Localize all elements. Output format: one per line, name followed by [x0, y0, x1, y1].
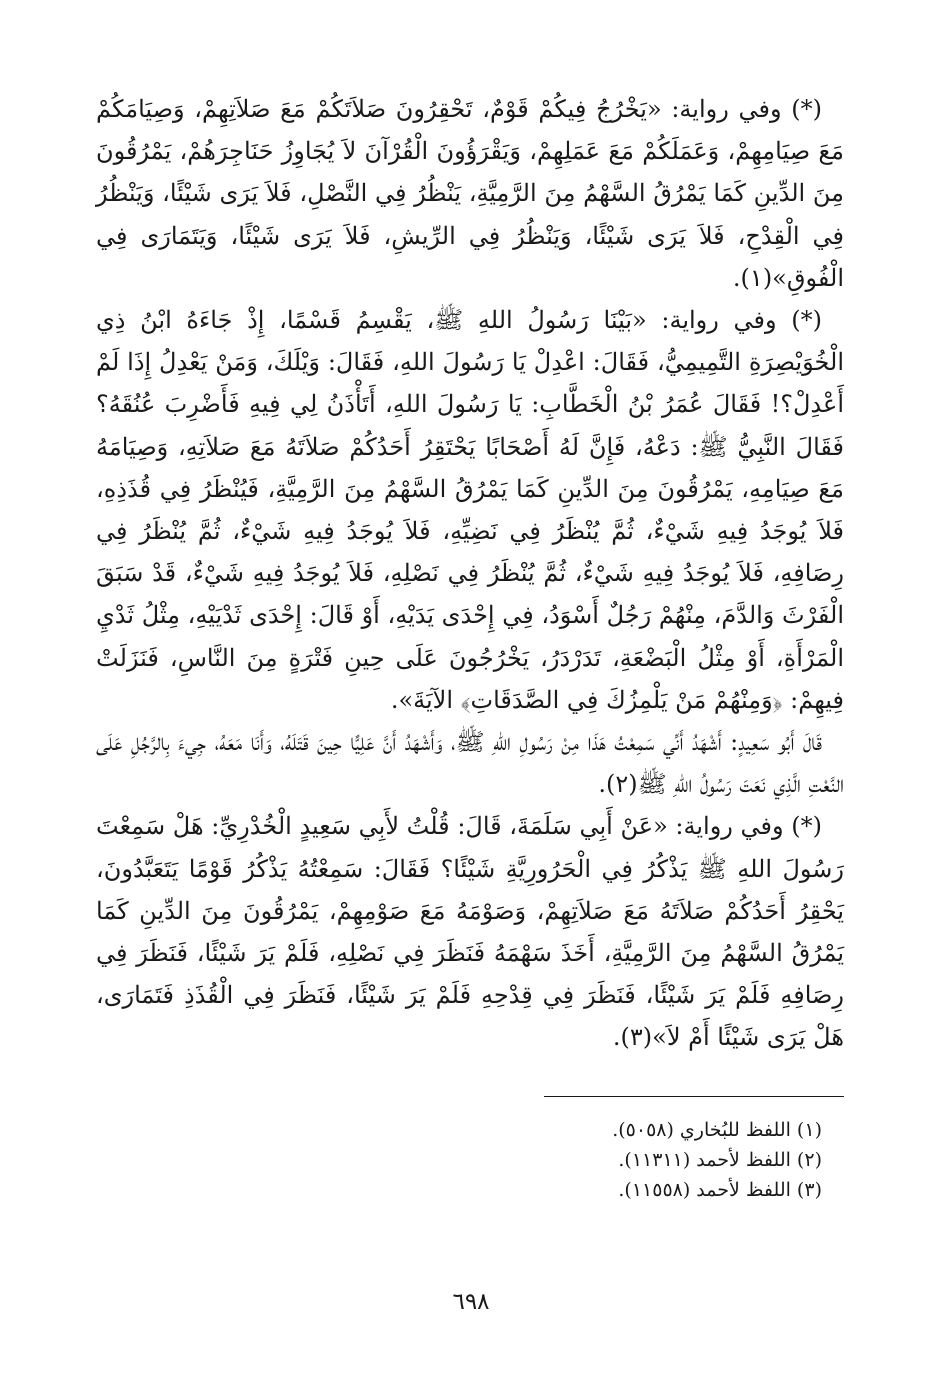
footnote-separator: [544, 1096, 844, 1097]
paragraph-2: (*) وفي رواية: «بَيْنَا رَسُولُ اللهِ ﷺ، يَقْسِمُ قَسْمًا، إِذْ جَاءَهُ ابْنُ ذِي الْخُوَيْصِرَةِ التَّمِيمِيُّ، فَقَالَ: اعْدِلْ يَا رَسُولَ اللهِ، فَقَالَ: وَيْلَكَ، وَمَنْ يَعْدِلُ إِذَا لَمْ أَعْدِلْ؟! فَقَالَ عُمَرُ بْنُ الْخَطَّابِ: يَا رَسُولَ اللهِ، أَتَأْذَنُ لِي فِيهِ فَأَضْرِبَ عُنُقَهُ؟ فَقَالَ النَّبِيُّ ﷺ: دَعْهُ، فَإِنَّ لَهُ أَصْحَابًا يَحْتَقِرُ أَحَدُكُمْ صَلاَتَهُ مَعَ صَلاَتِهِ، وَصِيَامَهُ مَعَ صِيَامِهِ، يَمْرُقُونَ مِنَ الدِّينِ كَمَا يَمْرُقُ السَّهْمُ مِنَ الرَّمِيَّةِ، فَيُنْظَرُ فِي قُذَذِهِ، فَلاَ يُوجَدُ فِيهِ شَيْءٌ، ثُمَّ يُنْظَرُ فِي نَضِيِّهِ، فَلاَ يُوجَدُ فِيهِ شَيْءٌ، ثُمَّ يُنْظَرُ فِي رِصَافِهِ، فَلاَ يُوجَدُ فِيهِ شَيْءٌ، ثُمَّ يُنْظَرُ فِي نَصْلِهِ، فَلاَ يُوجَدُ فِيهِ شَيْءٌ، قَدْ سَبَقَ الْفَرْثَ وَالدَّمَ، مِنْهُمْ رَجُلٌ أَسْوَدُ، فِي إِحْدَى يَدَيْهِ، أَوْ قَالَ: إِحْدَى ثَدْيَيْهِ، مِثْلُ ثَدْيِ الْمَرْأَةِ، أَوْ مِثْلُ الْبَضْعَةِ، تَدَرْدَرُ، يَخْرُجُونَ عَلَى حِينِ فَتْرَةٍ مِنَ النَّاسِ، فَنَزَلَتْ فِيهِمْ: ﴿وَمِنْهُمْ مَنْ يَلْمِزُكَ فِي الصَّدَقَاتِ﴾ الآيَةَ».: [96, 306, 844, 714]
paragraph-4: (*) وفي رواية: «عَنْ أَبِي سَلَمَةَ، قَالَ: قُلْتُ لأَبِي سَعِيدٍ الْخُدْرِيِّ: هَلْ سَمِعْتَ رَسُولَ اللهِ ﷺ يَذْكُرُ فِي الْحَرُورِيَّةِ شَيْئًا؟ فَقَالَ: سَمِعْتُهُ يَذْكُرُ قَوْمًا يَتَعَبَّدُونَ، يَحْقِرُ أَحَدُكُمْ صَلاَتَهُ مَعَ صَلاَتِهِمْ، وَصَوْمَهُ مَعَ صَوْمِهِمْ، يَمْرُقُونَ مِنَ الدِّينِ كَمَا يَمْرُقُ السَّهْمُ مِنَ الرَّمِيَّةِ، أَخَذَ سَهْمَهُ فَنَظَرَ فِي نَصْلِهِ، فَلَمْ يَرَ شَيْئًا، فَنَظَرَ فِي رِصَافِهِ فَلَمْ يَرَ شَيْئًا، فَنَظَرَ فِي قِدْحِهِ فَلَمْ يَرَ شَيْئًا، فَنَظَرَ فِي الْقُذَذِ فَتَمَارَى، هَلْ يَرَى شَيْئًا أَمْ لاَ»(٣).: [96, 812, 844, 1052]
page-body: [96, 88, 844, 1205]
footnote-2: (٢) اللفظ لأحمد (١١٣١١).: [618, 1148, 822, 1171]
footnotes: [96, 1115, 844, 1205]
footnote-1: (١) اللفظ للبُخاري (٥٠٥٨).: [612, 1118, 822, 1141]
main-text: [96, 88, 844, 1059]
paragraph-1: (*) وفي رواية: «يَخْرُجُ فِيكُمْ قَوْمٌ، تَحْقِرُونَ صَلاَتَكُمْ مَعَ صَلاَتِهِمْ، وَصِيَامَكُمْ مَعَ صِيَامِهِمْ، وَعَمَلَكُمْ مَعَ عَمَلِهِمْ، وَيَقْرَؤُونَ الْقُرْآنَ لاَ يُجَاوِزُ حَنَاجِرَهُمْ، يَمْرُقُونَ مِنَ الدِّينِ كَمَا يَمْرُقُ السَّهْمُ مِنَ الرَّمِيَّةِ، يَنْظُرُ فِي النَّصْلِ، فَلاَ يَرَى شَيْئًا، وَيَنْظُرُ فِي الْقِدْحِ، فَلاَ يَرَى شَيْئًا، وَيَنْظُرُ فِي الرِّيشِ، فَلاَ يَرَى شَيْئًا، وَيَتَمَارَى فِي الْفُوقِ»(١).: [96, 95, 844, 292]
footnote-3: (٣) اللفظ لأحمد (١١٥٥٨).: [618, 1178, 822, 1201]
paragraph-3: قَالَ أَبُو سَعِيدٍ: أَشْهَدُ أَنِّي سَمِعْتُ هَذَا مِنْ رَسُولِ اللهِ ﷺ، وَأَشْهَدُ أَنَّ عَلِيًّا حِينَ قَتَلَهُ، وَأَنَا مَعَهُ، جِيءَ بِالرَّجُلِ عَلَى النَّعْتِ الَّذِي نَعَتَ رَسُولُ اللهِ ﷺ(٢).: [96, 728, 844, 799]
page-number: ٦٩٨: [452, 1289, 490, 1315]
